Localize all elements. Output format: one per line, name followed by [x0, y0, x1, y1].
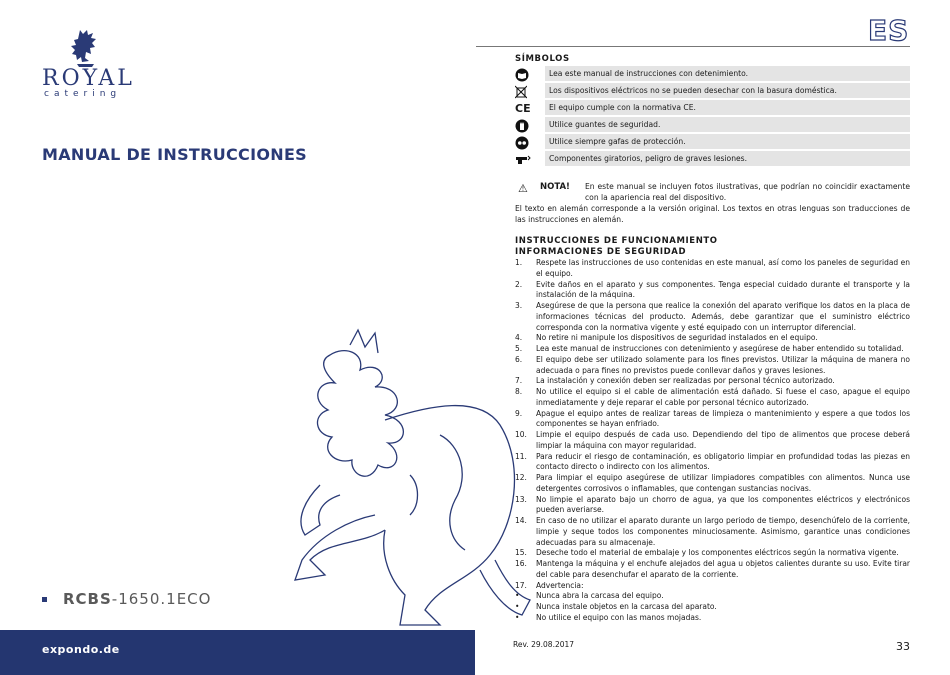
list-item-number: 11.	[515, 451, 527, 461]
symbol-text: Los dispositivos eléctricos no se pueden desechar con la basura doméstica.	[545, 83, 910, 100]
list-item	[515, 387, 910, 409]
symbol-text: Utilice guantes de seguridad.	[545, 117, 910, 134]
symbol-text: Componentes giratorios, peligro de graves lesiones.	[545, 151, 910, 168]
list-item-number: 6.	[515, 354, 523, 364]
list-item	[515, 301, 910, 333]
model-suffix: -1650.1ECO	[111, 590, 212, 608]
list-item-number: •	[515, 602, 520, 611]
list-item-text: Para reducir el riesgo de contaminación, es obligatorio limpiar en profundidad todas las piezas en contacto directo o indirecto con los alimentos.	[536, 451, 910, 472]
safety-information-heading: INFORMACIONES DE SEGURIDAD	[515, 247, 687, 257]
list-item-number: 1.	[515, 258, 523, 267]
list-item-number: 15.	[515, 548, 527, 558]
list-item	[515, 258, 910, 280]
list-item-number: 13.	[515, 494, 527, 504]
symbol-text: Lea este manual de instrucciones con detenimiento.	[545, 66, 910, 83]
brand-subtitle: catering	[44, 89, 122, 99]
lion-watermark-icon	[290, 325, 535, 630]
list-item-number: 14.	[515, 516, 527, 525]
symbols-table	[515, 66, 910, 168]
list-item	[515, 548, 910, 559]
list-item	[515, 344, 910, 355]
rotating-parts-icon	[515, 152, 545, 168]
list-item	[515, 613, 910, 624]
symbol-row	[515, 66, 910, 83]
model-bullet	[42, 597, 47, 602]
note-text: En este manual se incluyen fotos ilustrativas, que podrían no coincidir exactamente con la apariencia real del dispositivo.	[585, 182, 910, 202]
list-item	[515, 376, 910, 387]
list-item-text: Mantenga la máquina y el enchufe alejados del agua u objetos calientes durante su uso. Evite tirar del cable para desenchufar el aparato de la corriente.	[536, 559, 910, 579]
footer-website-link[interactable]: expondo.de	[42, 643, 120, 656]
symbol-row	[515, 117, 910, 134]
list-item-number: 12.	[515, 473, 527, 482]
list-item-number: 7.	[515, 376, 523, 386]
list-item-text: Apague el equipo antes de realizar tareas de limpieza o mantenimiento y espere a que todos los componentes se hayan enfriado.	[536, 408, 910, 429]
page-number: 33	[896, 640, 910, 653]
header-rule	[476, 46, 910, 47]
list-item	[515, 409, 910, 431]
list-item-text: Advertencia:	[536, 580, 584, 590]
list-item	[515, 355, 910, 377]
list-item-text: En caso de no utilizar el aparato durante un largo periodo de tiempo, desenchúfelo de la corriente, limpie y seque todos los componentes minuciosamente. Asimismo, garantice unas condiciones adecuadas para su almacenaje.	[536, 516, 910, 547]
list-item	[515, 473, 910, 495]
list-item	[515, 333, 910, 344]
list-item-number: •	[515, 612, 520, 622]
ce-mark-icon: CE	[515, 102, 531, 115]
list-item-text: Limpie el equipo después de cada uso. Dependiendo del tipo de alimentos que procese deberá limpiar la máquina con mayor regularidad.	[536, 430, 910, 450]
list-item-number: 8.	[515, 387, 523, 396]
list-item-text: La instalación y conexión deben ser realizadas por personal técnico autorizado.	[536, 376, 835, 386]
list-item-number: 2.	[515, 279, 523, 289]
safety-list	[515, 258, 910, 624]
list-item-text: No utilice el equipo con las manos mojadas.	[536, 612, 702, 622]
goggles-icon	[515, 135, 545, 151]
gloves-icon	[515, 118, 545, 134]
list-item-number: 16.	[515, 559, 527, 568]
list-item-number: •	[515, 591, 520, 601]
note-label: NOTA!	[540, 182, 570, 192]
list-item-number: 10.	[515, 430, 527, 439]
list-item	[515, 516, 910, 548]
list-item	[515, 559, 910, 581]
manual-title: MANUAL DE INSTRUCCIONES	[42, 145, 308, 164]
revision-date: Rev. 29.08.2017	[513, 640, 575, 649]
list-item-number: 3.	[515, 301, 523, 310]
symbol-text: Utilice siempre gafas de protección.	[545, 134, 910, 151]
list-item-text: El equipo debe ser utilizado solamente para los fines previstos. Utilizar la máquina de manera no adecuada o para fines no previstos puede conllevar daños y graves lesiones.	[536, 354, 910, 375]
list-item	[515, 430, 910, 452]
symbol-row	[515, 134, 910, 151]
symbol-text: El equipo cumple con la normativa CE.	[545, 100, 910, 117]
royal-lion-logo-icon	[68, 28, 102, 68]
list-item-number: 4.	[515, 333, 523, 343]
model-number	[42, 590, 211, 608]
list-item-text: Nunca instale objetos en la carcasa del aparato.	[536, 602, 717, 611]
list-item-text: No utilice el equipo si el cable de alimentación está dañado. Si fuese el caso, apague el equipo inmediatamente y deje reparar el cable por personal técnico autorizado.	[536, 387, 910, 407]
list-item-text: Asegúrese de que la persona que realice la conexión del aparato verifique los datos en la placa de informaciones técnicas del producto. Además, debe garantizar que el suministro eléctrico corresponda con la normativa vigente y esté equipado con un interruptor diferencial.	[536, 301, 910, 332]
warning-triangle-icon: ⚠	[518, 182, 528, 195]
list-item-text: Para limpiar el equipo asegúrese de utilizar limpiadores compatibles con alimentos. Nunca use detergentes corrosivos o inflamables, que contengan sustancias nocivas.	[536, 473, 910, 493]
note-translation-text: El texto en alemán corresponde a la versión original. Los textos en otras lenguas son traducciones de las instrucciones en alemán.	[515, 204, 910, 224]
model-prefix: RCBS	[63, 590, 112, 608]
footer-bar	[0, 630, 475, 675]
list-item	[515, 591, 910, 602]
section-heading	[515, 236, 910, 258]
symbols-heading: SÍMBOLOS	[515, 54, 570, 64]
list-item-text: Deseche todo el material de embalaje y los componentes eléctricos según la normativa vigente.	[536, 548, 899, 558]
list-item-number: 5.	[515, 344, 523, 353]
list-item	[515, 495, 910, 517]
symbol-row	[515, 100, 910, 117]
list-item-text: Lea este manual de instrucciones con detenimiento y asegúrese de haber entendido su totalidad.	[536, 344, 904, 353]
symbol-row	[515, 151, 910, 168]
list-item-number: 17.	[515, 580, 527, 590]
brand-name: ROYAL	[42, 66, 135, 91]
list-item-text: No retire ni manipule los dispositivos de seguridad instalados en el equipo.	[536, 333, 818, 343]
symbol-row	[515, 83, 910, 100]
list-item	[515, 602, 910, 613]
list-item	[515, 581, 910, 592]
operating-instructions-heading: INSTRUCCIONES DE FUNCIONAMIENTO	[515, 236, 718, 246]
list-item	[515, 280, 910, 302]
list-item	[515, 452, 910, 474]
language-badge: ES	[868, 14, 910, 47]
note-block	[515, 181, 910, 225]
list-item-text: Nunca abra la carcasa del equipo.	[536, 591, 664, 601]
read-manual-icon	[515, 67, 545, 83]
weee-bin-icon	[515, 84, 545, 100]
list-item-text: No limpie el aparato bajo un chorro de agua, ya que los componentes eléctricos y electrónicos pueden averiarse.	[536, 494, 910, 515]
list-item-text: Respete las instrucciones de uso contenidas en este manual, así como los paneles de seguridad en el equipo.	[536, 258, 910, 278]
list-item-number: 9.	[515, 408, 523, 418]
list-item-text: Evite daños en el aparato y sus componentes. Tenga especial cuidado durante el transporte y la instalación de la máquina.	[536, 279, 910, 300]
